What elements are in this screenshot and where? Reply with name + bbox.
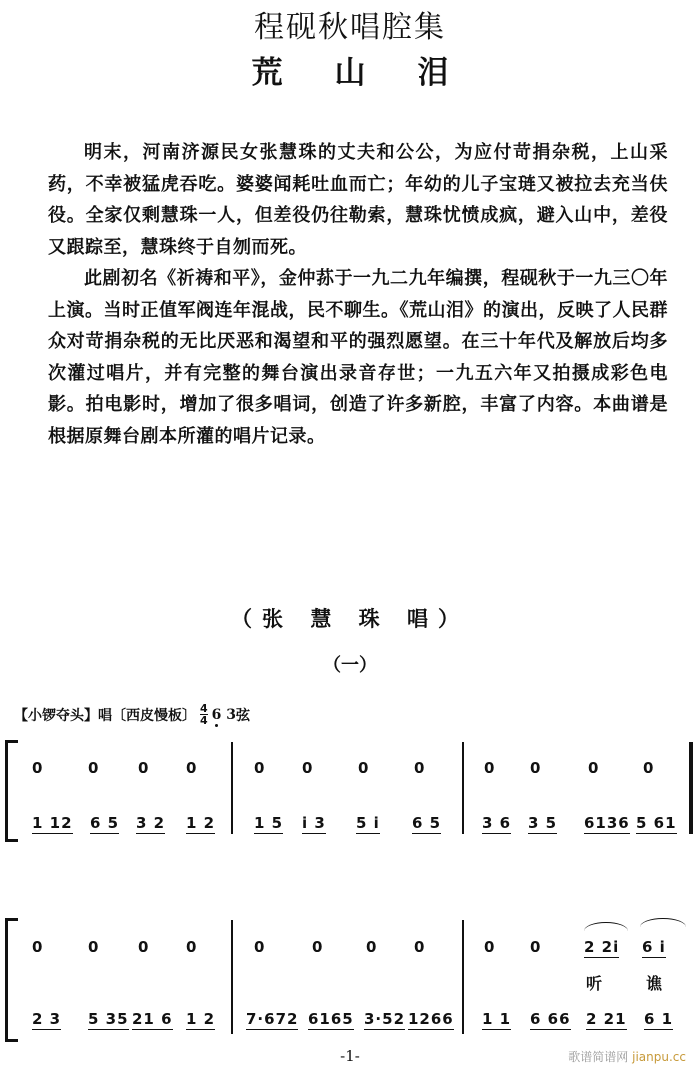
intro-paragraph-1: 明末，河南济源民女张慧珠的丈夫和公公，为应付苛捐杂税，上山采药，不幸被猛虎吞吃。婆婆闻耗吐血而亡；年幼的儿子宝琏又被拉去充当伕役。全家仅剩慧珠一人，但差役仍往勒索，慧珠忧愤成疯，避入山中，差役又跟踪至，慧珠终于自刎而死。 bbox=[48, 142, 668, 258]
singer-credit: （张 慧 珠 唱） bbox=[231, 606, 469, 631]
key-note-b: 3 bbox=[226, 706, 237, 723]
score-system-2 bbox=[0, 918, 700, 1038]
system-bracket bbox=[5, 740, 18, 842]
accomp-note: 1 5 bbox=[254, 814, 284, 832]
barline-end bbox=[689, 742, 693, 834]
accomp-note: 3 2 bbox=[136, 814, 166, 832]
vocal-note: 0 bbox=[588, 759, 600, 777]
vocal-note: 0 bbox=[643, 759, 655, 777]
vocal-note: 0 bbox=[186, 759, 198, 777]
vocal-note: 0 bbox=[138, 938, 150, 956]
vocal-note: 0 bbox=[88, 759, 100, 777]
barline bbox=[231, 920, 233, 1034]
accomp-note: 6 1 bbox=[644, 1010, 674, 1028]
meter-bottom: 4 bbox=[200, 714, 208, 727]
lyric: 听 bbox=[586, 974, 603, 993]
accomp-note: 1 1 bbox=[482, 1010, 512, 1028]
vocal-note: 0 bbox=[302, 759, 314, 777]
score-system-1 bbox=[0, 740, 700, 840]
system-bracket bbox=[5, 918, 18, 1042]
vocal-note: 0 bbox=[88, 938, 100, 956]
page-number: -1- bbox=[340, 1047, 360, 1065]
section-number: （一） bbox=[323, 655, 377, 676]
accomp-note: 21 6 bbox=[132, 1010, 173, 1028]
accomp-note: 1 2 bbox=[186, 814, 216, 832]
accomp-note: 6 5 bbox=[90, 814, 120, 832]
vocal-note: 0 bbox=[32, 938, 44, 956]
vocal-note: 0 bbox=[312, 938, 324, 956]
accomp-note: 5 35 bbox=[88, 1010, 129, 1028]
vocal-note: 6 i bbox=[642, 938, 666, 956]
accomp-note: 3 5 bbox=[528, 814, 558, 832]
tempo-suffix: 弦 bbox=[236, 707, 251, 724]
accomp-note: 5 i bbox=[356, 814, 380, 832]
vocal-note: 0 bbox=[358, 759, 370, 777]
accomp-note: 6136 bbox=[584, 814, 630, 832]
meter-top: 4 bbox=[200, 702, 208, 715]
opera-title: 荒山泪 bbox=[251, 55, 501, 91]
accomp-note: 1 12 bbox=[32, 814, 73, 832]
vocal-note: 0 bbox=[484, 938, 496, 956]
vocal-note: 0 bbox=[414, 938, 426, 956]
tempo-marking bbox=[14, 703, 250, 726]
slur bbox=[584, 922, 628, 931]
accomp-note: 6 66 bbox=[530, 1010, 571, 1028]
accomp-note: 7·672 bbox=[246, 1010, 299, 1028]
watermark bbox=[568, 1048, 686, 1065]
barline bbox=[462, 742, 464, 834]
vocal-note: 0 bbox=[186, 938, 198, 956]
accomp-note: 6165 bbox=[308, 1010, 354, 1028]
accomp-note: 6 5 bbox=[412, 814, 442, 832]
accomp-note: 3 6 bbox=[482, 814, 512, 832]
key-note-a: 6 bbox=[211, 706, 222, 723]
accomp-note: i 3 bbox=[302, 814, 326, 832]
barline bbox=[231, 742, 233, 834]
barline bbox=[462, 920, 464, 1034]
accomp-note: 1266 bbox=[408, 1010, 454, 1028]
accomp-note: 3·52 bbox=[364, 1010, 406, 1028]
watermark-text: 歌谱简谱网 bbox=[568, 1050, 629, 1064]
vocal-note: 0 bbox=[530, 759, 542, 777]
vocal-note: 0 bbox=[138, 759, 150, 777]
tempo-prefix: 【小锣夺头】唱〔西皮慢板〕 bbox=[14, 707, 196, 724]
lyric: 谯 bbox=[646, 974, 663, 993]
vocal-note: 0 bbox=[32, 759, 44, 777]
introduction bbox=[48, 137, 668, 452]
vocal-note: 0 bbox=[254, 759, 266, 777]
time-signature bbox=[200, 703, 208, 726]
vocal-note: 0 bbox=[254, 938, 266, 956]
watermark-site: jianpu.cc bbox=[632, 1050, 686, 1064]
accomp-note: 5 61 bbox=[636, 814, 677, 832]
tie bbox=[640, 918, 686, 927]
vocal-note: 0 bbox=[366, 938, 378, 956]
accomp-note: 1 2 bbox=[186, 1010, 216, 1028]
vocal-note: 0 bbox=[484, 759, 496, 777]
accomp-note: 2 3 bbox=[32, 1010, 62, 1028]
vocal-note: 0 bbox=[414, 759, 426, 777]
intro-paragraph-2: 此剧初名《祈祷和平》，金仲荪于一九二九年编撰，程砚秋于一九三〇年上演。当时正值军阀连年混战，民不聊生。《荒山泪》的演出，反映了人民群众对苛捐杂税的无比厌恶和渴望和平的强烈愿望。在三十年代及解放后均多次灌过唱片，并有完整的舞台演出录音存世；一九五六年又拍摄成彩色电影。拍电影时，增加了很多唱词，创造了许多新腔，丰富了内容。本曲谱是根据原舞台剧本所灌的唱片记录。 bbox=[48, 268, 668, 447]
accomp-note: 2 21 bbox=[586, 1010, 627, 1028]
vocal-note: 2 2i bbox=[584, 938, 620, 956]
book-title: 程砚秋唱腔集 bbox=[254, 10, 446, 45]
vocal-note: 0 bbox=[530, 938, 542, 956]
